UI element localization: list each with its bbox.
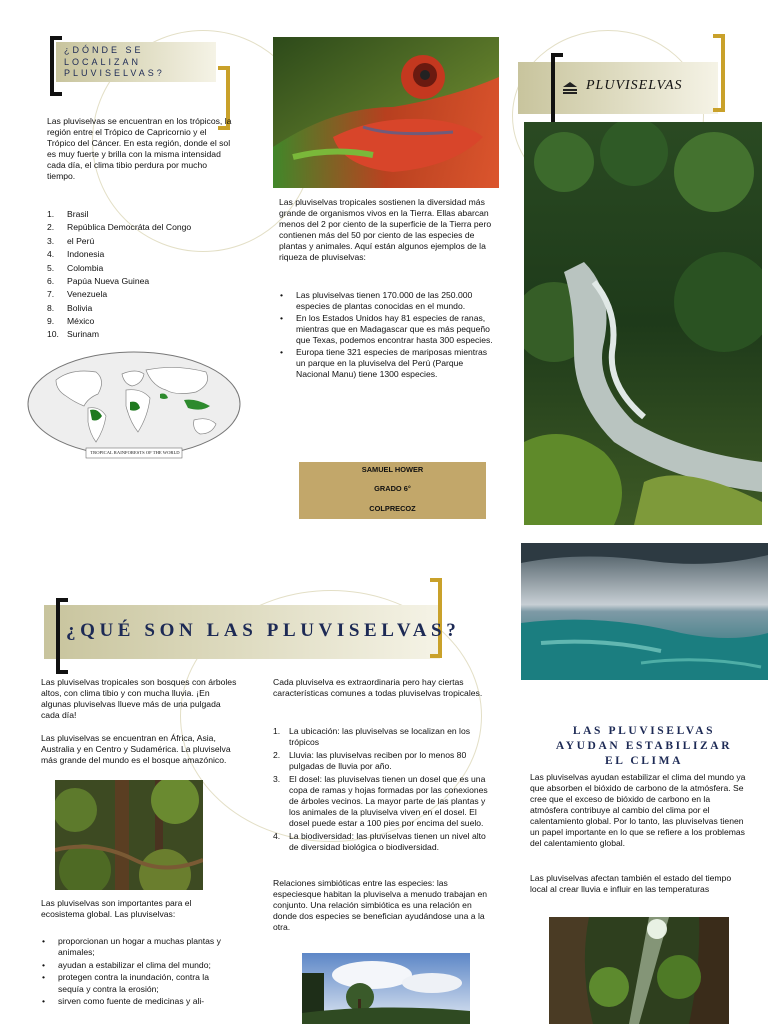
list-item: 3. El dosel: las pluviselvas tienen un dosel que es una copa de ramas y hojas formadas por las conexiones de árboles vecinos. La mayor parte de las plantas y los animales de la pluviselva viven en el dosel. El dosel puede estar a 100 pies por encima del suelo. <box>273 774 488 828</box>
characteristics-list <box>273 726 491 853</box>
ocean-storm-photo <box>521 543 768 680</box>
importance-bullets <box>41 936 233 1008</box>
chameleon-photo <box>273 37 499 188</box>
list-item: 8. Bolivia <box>47 302 93 313</box>
country-list <box>47 208 237 339</box>
list-item: • Europa tiene 321 especies de mariposas mientras un parque en la pluviselva del Perú (Parque Nacional Manu) tiene 1300 especies. <box>280 347 488 379</box>
section-heading: ¿DÓNDE SE LOCALIZAN PLUVISELVAS? <box>64 45 165 78</box>
treetops-photo <box>302 953 470 1024</box>
list-item: 10. Surinam <box>47 328 99 339</box>
section-heading: ¿QUÉ SON LAS PLUVISELVAS? <box>66 620 461 641</box>
list-item: • protegen contra la inundación, contra la sequía y contra la erosión; <box>42 972 209 994</box>
diversity-paragraph: Las pluviselvas tropicales sostienen la diversidad más grande de organismos vivos en la Tierra. Ellas abarcan menos del 2 por ciento de la superficie de la Tierra pero contienen más del 50 por ciento de las especies de plantas y animales. Aquí están algunos ejemplos de la riqueza de pluviselvas: <box>279 197 492 262</box>
list-item: 4. La biodiversidad: las pluviselvas tienen un nivel alto de diversidad biológica o biodiversidad. <box>273 831 486 852</box>
weather-paragraph: Las pluviselvas afectan también el estado del tiempo local al crear lluvia e influir en las temperaturas <box>530 873 732 894</box>
list-item: 4. Indonesia <box>47 249 105 260</box>
list-item: 2. República Democráta del Congo <box>47 222 192 233</box>
list-item: 2. Lluvia: las pluviselvas reciben por lo menos 80 pulgadas de lluvia por año. <box>273 750 467 771</box>
list-item: 1. Brasil <box>47 209 89 219</box>
importance-paragraph: Las pluviselvas son importantes para el ecosistema global. Las pluviselvas: <box>41 898 192 919</box>
bracket-left <box>50 36 62 96</box>
list-item: 5. Colombia <box>47 262 104 273</box>
bullet-dot-icon: • <box>280 347 284 357</box>
bullet-dot-icon: • <box>42 972 46 983</box>
list-item: 7. Venezuela <box>47 289 108 300</box>
list-item: • Las pluviselvas tienen 170.000 de las 250.000 especies de plantas conocidas en el mundo. <box>280 290 473 311</box>
bullet-dot-icon: • <box>42 936 46 946</box>
river-photo <box>524 122 762 525</box>
bracket-right <box>713 34 725 112</box>
list-item: 3. el Perú <box>47 235 95 246</box>
list-item: 9. México <box>47 316 95 327</box>
list-item: • ayudan a estabilizar el clima del mundo; <box>42 959 211 970</box>
bracket-right <box>430 578 442 658</box>
bullet-dot-icon: • <box>42 996 46 1007</box>
bullet-dot-icon: • <box>280 313 284 323</box>
forest-floor-photo <box>55 780 203 890</box>
list-item: • En los Estados Unidos hay 81 especies de ranas, mientras que en Madagascar que es más pequeño que Texas, podemos encontrar hasta 300 especies. <box>280 313 493 345</box>
intro-paragraph: Las pluviselvas se encuentran en los trópicos, la región entre el Trópico de Capricornio y el Trópico del Cáncer. En esta región, donde el sol es muy fuerte y brilla con la misma intensidad cada día, el clima tibio perdura por mucho tiempo. <box>47 116 232 181</box>
list-item: • sirven como fuente de medicinas y ali- <box>42 996 205 1007</box>
author-name: SAMUEL HOWER <box>361 465 424 474</box>
world-map-image <box>26 350 242 462</box>
list-item: • proporcionan un hogar a muchas plantas y animales; <box>42 936 221 958</box>
climate-paragraph: Las pluviselvas ayudan estabilizar el clima del mundo ya que absorben el bióxido de carbono de la atmósfera. Se cree que el exceso de bióxido de carbono en la atmósfera contribuye al cambio del clima por el calentamiento global. Por lo tanto, las pluviselvas tienen un papel importante en lo que se refiere a los problemas del calentamiento global. <box>530 772 746 848</box>
characteristics-intro: Cada pluviselva es extraordinaria pero hay ciertas características comunes a todas pluviselvas tropicales. <box>273 677 483 698</box>
bullet-dot-icon: • <box>42 959 46 970</box>
panel-title: PLUVISELVAS <box>586 78 683 93</box>
author-school: COLPRECOZ <box>369 504 416 513</box>
list-item: 6. Papúa Nueva Guinea <box>47 276 150 287</box>
symbiosis-paragraph: Relaciones simbióticas entre las especies: las especiesque habitan la pluviselva a menudo trabajan en conjunto. Una relación simbiótica es una relación en donde dos especies se benefician ayudándose una a la otra. <box>273 878 488 932</box>
location-paragraph: Las pluviselvas se encuentran en África, Asia, Australia y en Centro y Sudamérica. La pluviselva más grande del mundo es el bosque amazónico. <box>41 733 231 765</box>
author-credit-box <box>299 462 486 519</box>
bracket-left <box>551 53 563 131</box>
map-caption: TROPICAL RAINFORESTS OF THE WORLD <box>90 450 180 455</box>
section-heading: LAS PLUVISELVAS AYUDAN ESTABILIZAR EL CLIMA <box>555 725 733 767</box>
list-item: 1. La ubicación: las pluviselvas se localizan en los trópicos <box>273 726 471 747</box>
definition-paragraph: Las pluviselvas tropicales son bosques con árboles altos, con clima tibio y con mucha lluvia. ¡En algunas pluviselvas llueve más de una pulgada cada día! <box>41 677 237 720</box>
jungle-light-photo <box>549 917 729 1024</box>
author-grade: GRADO 6° <box>374 484 411 493</box>
bullet-dot-icon: • <box>280 290 284 300</box>
diversity-bullets <box>279 290 495 381</box>
triangle-stack-icon <box>563 81 577 93</box>
